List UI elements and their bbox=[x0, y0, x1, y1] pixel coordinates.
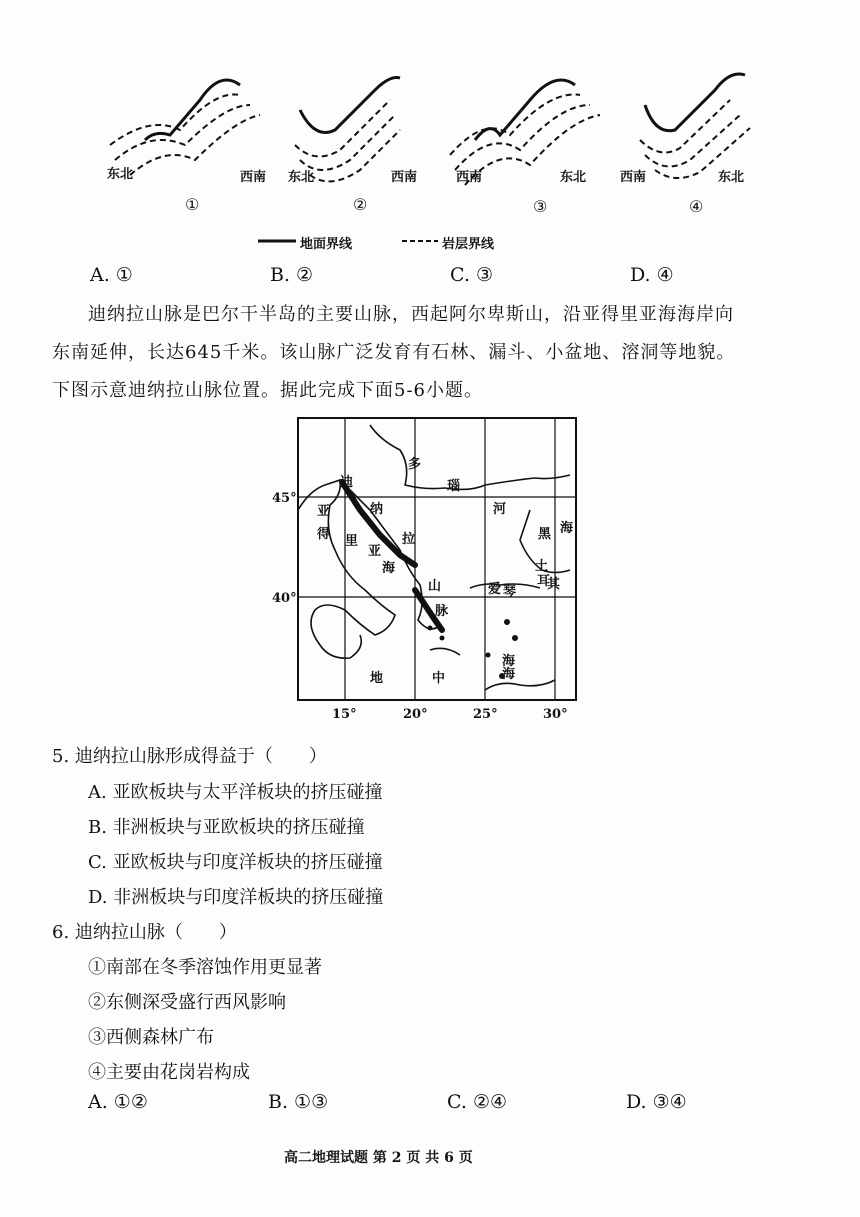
label-duo: 多 bbox=[408, 457, 422, 472]
page-footer: 高二地理试题 第 2 页 共 6 页 bbox=[284, 1150, 473, 1166]
label-de: 得 bbox=[317, 527, 331, 542]
map-axis-labels bbox=[272, 491, 568, 722]
profile-2-left-label: 东北 bbox=[288, 170, 315, 185]
label-shan: 山 bbox=[428, 579, 442, 594]
profile-4-number: ④ bbox=[689, 197, 704, 216]
passage-line-3: 下图示意迪纳拉山脉位置。据此完成下面5-6小题。 bbox=[52, 380, 483, 401]
map-place-labels bbox=[317, 456, 574, 686]
lon-label-25: 25° bbox=[473, 707, 498, 722]
label-di: 迪 bbox=[340, 475, 354, 490]
label-er: 耳 bbox=[537, 574, 551, 589]
q5-option-d[interactable]: D. 非洲板块与印度洋板块的挤压碰撞 bbox=[88, 887, 384, 908]
profile-3-left-label: 西南 bbox=[456, 170, 483, 185]
lon-label-15: 15° bbox=[332, 707, 357, 722]
profile-2-number: ② bbox=[353, 195, 368, 214]
label-di2: 地 bbox=[370, 671, 384, 686]
q5-stem: 5. 迪纳拉山脉形成得益于（ ） bbox=[52, 746, 327, 767]
q6-option-b[interactable]: B. ①③ bbox=[268, 1091, 329, 1113]
label-hai1: 海 bbox=[382, 561, 396, 576]
label-ai: 爱 bbox=[488, 582, 502, 597]
lat-label-45: 45° bbox=[272, 491, 297, 506]
q6-statement-4: ④主要由花岗岩构成 bbox=[88, 1062, 250, 1083]
q4-option-b[interactable]: B. ② bbox=[270, 264, 314, 286]
profile-1-left-label: 东北 bbox=[107, 167, 134, 182]
q4-option-c[interactable]: C. ③ bbox=[450, 264, 493, 286]
q6-option-a[interactable]: A. ①② bbox=[88, 1091, 148, 1113]
label-hai4: 海 bbox=[502, 654, 516, 669]
profile-1-right-label: 西南 bbox=[240, 170, 267, 185]
label-qi: 其 bbox=[547, 577, 561, 592]
dinaric-alps-range bbox=[342, 482, 442, 630]
q6-option-c[interactable]: C. ②④ bbox=[447, 1091, 508, 1113]
solid-line-symbol bbox=[258, 236, 298, 246]
label-ya: 亚 bbox=[317, 504, 331, 519]
label-hei: 黑 bbox=[538, 527, 552, 542]
q6-option-d[interactable]: D. ③④ bbox=[626, 1091, 687, 1113]
label-nao: 瑙 bbox=[447, 479, 461, 494]
label-li: 里 bbox=[345, 534, 359, 549]
q5-option-b[interactable]: B. 非洲板块与亚欧板块的挤压碰撞 bbox=[88, 817, 365, 838]
profile-4-right-label: 东北 bbox=[718, 170, 745, 185]
profile-3-right-label: 东北 bbox=[560, 170, 587, 185]
profile-4 bbox=[640, 74, 750, 178]
q5-option-c[interactable]: C. 亚欧板块与印度洋板块的挤压碰撞 bbox=[88, 852, 383, 873]
passage-line-2: 东南延伸，长达645千米。该山脉广泛发育有石林、漏斗、小盆地、溶洞等地貌。 bbox=[52, 342, 736, 363]
q5-option-a[interactable]: A. 亚欧板块与太平洋板块的挤压碰撞 bbox=[88, 782, 383, 803]
profile-1-number: ① bbox=[185, 195, 200, 214]
profile-2-right-label: 西南 bbox=[391, 170, 418, 185]
label-hai2: 海 bbox=[560, 521, 574, 536]
dashed-line-symbol bbox=[402, 236, 440, 246]
q4-option-a[interactable]: A. ① bbox=[90, 264, 133, 286]
dinaric-alps-map bbox=[270, 410, 590, 730]
q6-statement-3: ③西侧森林广布 bbox=[88, 1027, 214, 1048]
profile-3-number: ③ bbox=[533, 197, 548, 216]
profile-4-left-label: 西南 bbox=[620, 170, 647, 185]
label-la: 拉 bbox=[402, 532, 416, 547]
label-zhong: 中 bbox=[432, 671, 446, 686]
profile-1 bbox=[110, 80, 260, 175]
lat-label-40: 40° bbox=[272, 591, 297, 606]
label-hai3: 海 bbox=[502, 667, 516, 682]
label-na: 纳 bbox=[370, 502, 384, 517]
label-he: 河 bbox=[493, 502, 507, 517]
label-ya2: 亚 bbox=[368, 544, 382, 559]
legend-solid-label: 地面界线 bbox=[300, 237, 353, 252]
label-mai: 脉 bbox=[435, 604, 449, 619]
q6-statement-2: ②东侧深受盛行西风影响 bbox=[88, 992, 286, 1013]
legend-dashed-label: 岩层界线 bbox=[442, 237, 495, 252]
label-qin: 琴 bbox=[503, 585, 517, 600]
lon-label-20: 20° bbox=[403, 707, 428, 722]
lon-label-30: 30° bbox=[543, 707, 568, 722]
map-coastlines bbox=[298, 425, 570, 690]
label-tu: 土 bbox=[535, 559, 549, 574]
q6-statement-1: ①南部在冬季溶蚀作用更显著 bbox=[88, 957, 322, 978]
passage-line-1: 迪纳拉山脉是巴尔干半岛的主要山脉，西起阿尔卑斯山，沿亚得里亚海海岸向 bbox=[88, 304, 734, 325]
q4-option-d[interactable]: D. ④ bbox=[630, 264, 674, 286]
q6-stem: 6. 迪纳拉山脉（ ） bbox=[52, 922, 237, 943]
